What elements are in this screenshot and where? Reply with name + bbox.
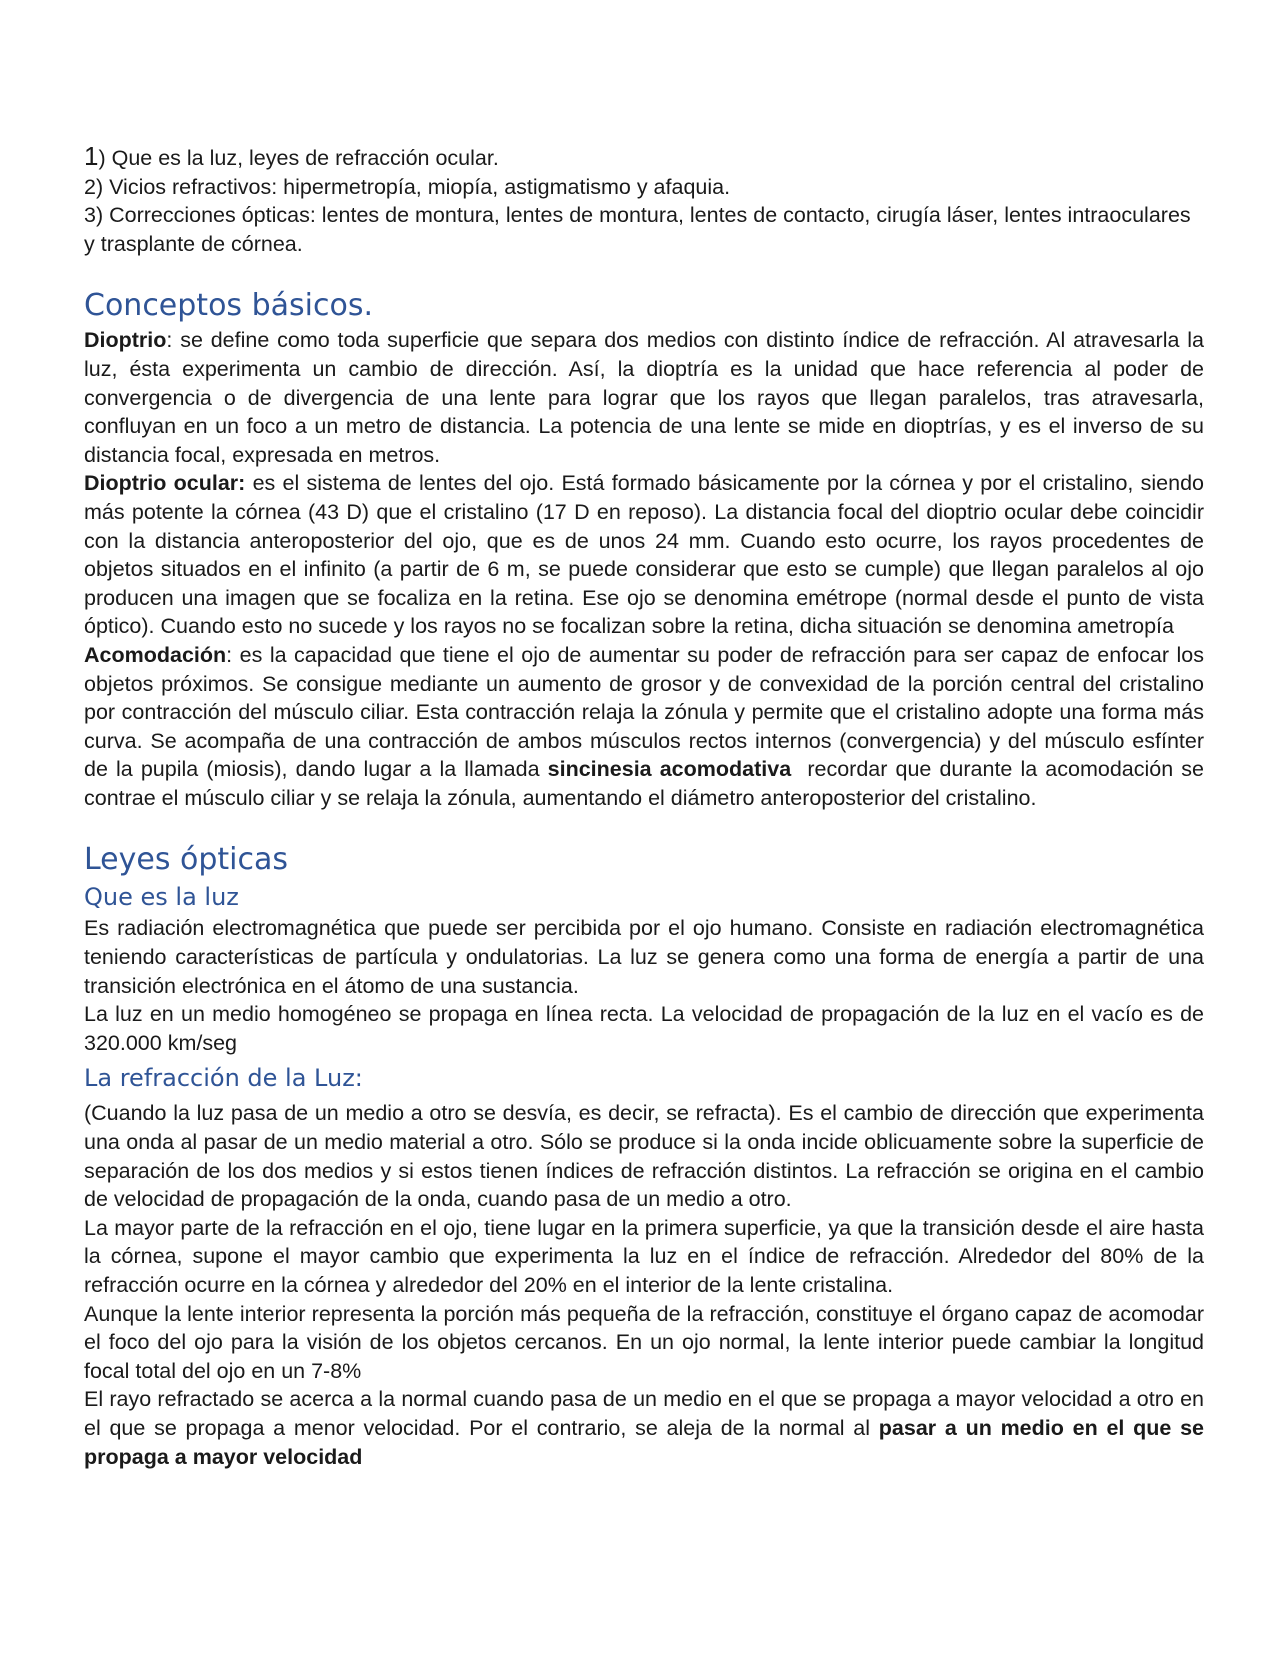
document-page <box>84 141 1210 1471</box>
intro-item-1 <box>84 142 1204 173</box>
paragraph-refraccion-3: Aunque la lente interior representa la porción más pequeña de la refracción, constituye el órgano capaz de acomodar el foco del ojo para la visión de los objetos cercanos. En un ojo normal, la lente interior puede cambiar la longitud focal total del ojo en un 7-8% <box>84 1301 1204 1383</box>
term-dioptrio-ocular: Dioptrio ocular: <box>84 471 246 496</box>
text-acomodacion: : es la capacidad que tiene el ojo de aumentar su poder de refracción para ser capaz de enfocar los objetos próximos. Se consigue mediante un aumento de grosor y de convexidad de la porción central del cristalino por contracción del músculo ciliar. Esta contracción relaja la zónula y permite que el cristalino adopte una forma más curva. Se acompaña de una contracción de ambos músculos rectos internos (convergencia) y del músculo esfínter de la pupila (miosis), dando lugar a la llamada <box>84 642 1204 782</box>
intro-item-1-text: ) Que es la luz, leyes de refracción ocular. <box>98 146 499 170</box>
intro-item-1-number: 1 <box>84 141 99 171</box>
paragraph-dioptrio-ocular <box>84 469 1204 641</box>
paragraph-luz-2: La luz en un medio homogéneo se propaga en línea recta. La velocidad de propagación de la luz en el vacío es de 320.000 km/seg <box>84 1002 1204 1055</box>
text-dioptrio: : se define como toda superficie que separa dos medios con distinto índice de refracción. Al atravesarla la luz, ésta experimenta un cambio de dirección. Así, la dioptría es la unidad que hace referencia al poder de convergencia o de divergencia de una lente para lograr que los rayos que llegan paralelos, tras atravesarla, confluyan en un foco a un metro de distancia. La potencia de una lente se mide en dioptrías, y es el inverso de su distancia focal, expresada en metros. <box>84 328 1204 467</box>
term-acomodacion: Acomodación <box>84 642 227 667</box>
term-dioptrio: Dioptrio <box>84 328 167 353</box>
paragraph-luz-1: Es radiación electromagnética que puede ser percibida por el ojo humano. Consiste en radiación electromagnética teniendo características de partícula y ondulatorias. La luz se genera como una forma de energía a partir de una transición electrónica en el átomo de una sustancia. <box>84 916 1204 998</box>
text-refraccion-4-bold: pasar a un medio en el que se propaga a mayor velocidad <box>84 1415 1204 1469</box>
paragraph-refraccion-4 <box>84 1385 1204 1471</box>
paragraph-acomodacion <box>84 641 1210 813</box>
text-acomodacion-end: recordar que durante la acomodación se contrae el músculo ciliar y se relaja la zónula, aumentando el diámetro anteroposterior del cristalino. <box>84 757 1210 810</box>
paragraph-refraccion-1: (Cuando la luz pasa de un medio a otro se desvía, es decir, se refracta). Es el cambio de dirección que experimenta una onda al pasar de un medio material a otro. Sólo se produce si la onda incide oblicuamente sobre la superficie de separación de los dos medios y si estos tienen índices de refracción distintos. La refracción se origina en el cambio de velocidad de propagación de la onda, cuando pasa de un medio a otro. <box>84 1101 1204 1212</box>
subheading-que-es-la-luz: Que es la luz <box>84 883 239 912</box>
intro-list <box>84 142 1204 258</box>
intro-item-2: 2) Vicios refractivos: hipermetropía, miopía, astigmatismo y afaquia. <box>84 174 731 199</box>
heading-leyes-opticas: Leyes ópticas <box>84 842 289 878</box>
term-sincinesia-acomodativa: sincinesia acomodativa <box>547 757 792 782</box>
heading-conceptos-basicos: Conceptos básicos. <box>84 288 373 324</box>
intro-item-3: 3) Correcciones ópticas: lentes de montura, lentes de montura, lentes de contacto, cirugía láser, lentes intraoculares y trasplante de córnea. <box>84 203 1191 256</box>
subheading-refraccion-luz: La refracción de la Luz: <box>84 1064 363 1093</box>
paragraph-dioptrio <box>84 326 1204 469</box>
text-refraccion-4: El rayo refractado se acerca a la normal cuando pasa de un medio en el que se propaga a mayor velocidad a otro en el que se propaga a menor velocidad. Por el contrario, se aleja de la normal al <box>84 1387 1204 1440</box>
text-dioptrio-ocular: es el sistema de lentes del ojo. Está formado básicamente por la córnea y por el cristalino, siendo más potente la córnea (43 D) que el cristalino (17 D en reposo). La distancia focal del dioptrio ocular debe coincidir con la distancia anteroposterior del ojo, que es de unos 24 mm. Cuando esto ocurre, los rayos procedentes de objetos situados en el infinito (a partir de 6 m, se puede considerar que esto se cumple) que llegan paralelos al ojo producen una imagen que se focaliza en la retina. Ese ojo se denomina emétrope (normal desde el punto de vista óptico). Cuando esto no sucede y los rayos no se focalizan sobre la retina, dicha situación se denomina ametropía <box>84 471 1204 639</box>
paragraph-refraccion-2: La mayor parte de la refracción en el ojo, tiene lugar en la primera superficie, ya que la transición desde el aire hasta la córnea, supone el mayor cambio que experimenta la luz en el índice de refracción. Alrededor del 80% de la refracción ocurre en la córnea y alrededor del 20% en el interior de la lente cristalina. <box>84 1215 1204 1297</box>
